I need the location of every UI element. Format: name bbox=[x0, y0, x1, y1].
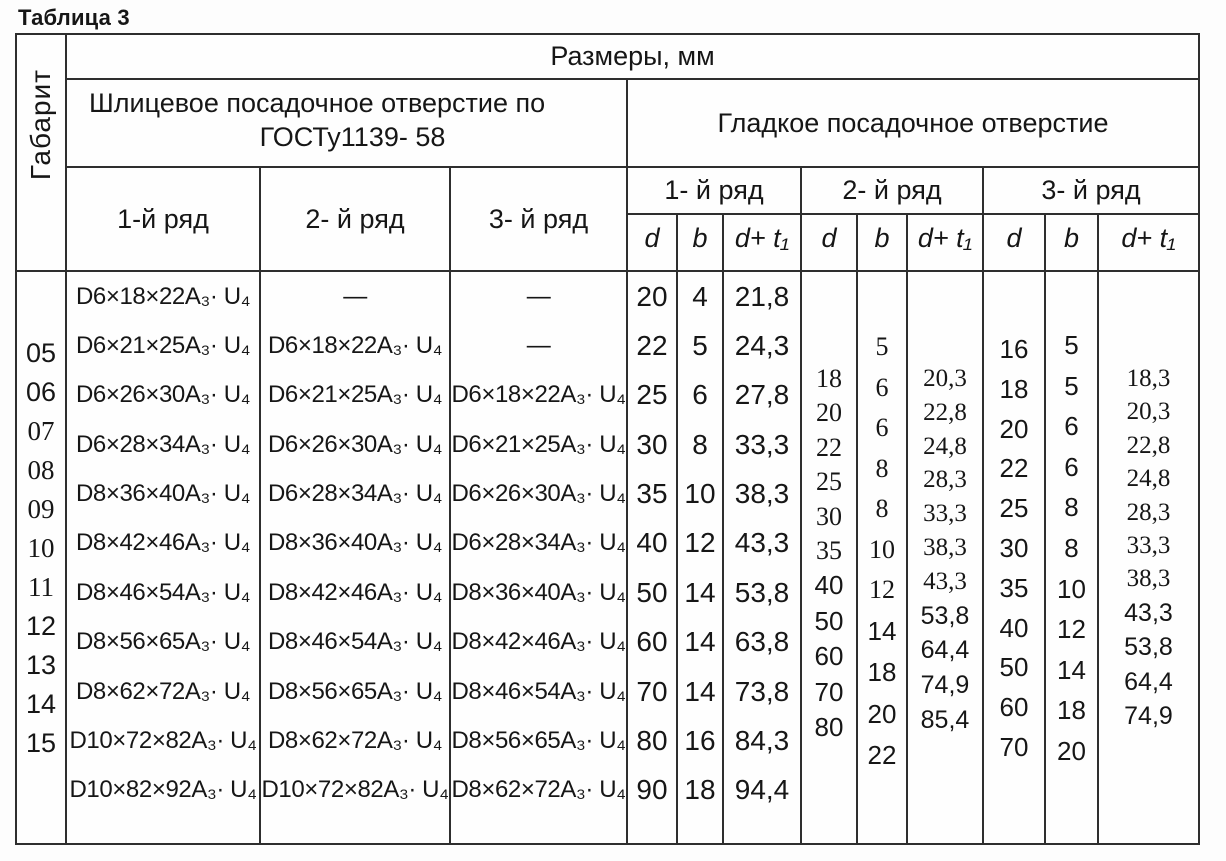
b-value: 5 bbox=[1064, 330, 1079, 360]
b-value: 14 bbox=[684, 675, 716, 707]
d-value: 30 bbox=[636, 428, 668, 460]
smooth1-b-header: b bbox=[678, 215, 724, 272]
b-value: 20 bbox=[867, 698, 897, 729]
spline-section-title-line1: Шлицевое посадочное отверстие по bbox=[89, 88, 546, 118]
b-value: 10 bbox=[1057, 573, 1086, 604]
b-value: 12 bbox=[869, 575, 895, 604]
dt-value: 38,3 bbox=[1126, 565, 1171, 593]
gabarit-column-header bbox=[17, 35, 67, 215]
dt-value: 94,4 bbox=[734, 774, 790, 806]
d-value: 22 bbox=[636, 330, 668, 362]
gabarit-value: 12 bbox=[25, 611, 57, 641]
smooth2-dt-column bbox=[908, 272, 984, 843]
spline-row1-column bbox=[67, 272, 261, 843]
dt-value: 63,8 bbox=[734, 626, 790, 658]
spline-designation: D6×18×22A₃· U₄ bbox=[75, 282, 251, 310]
smooth2-d-header: d bbox=[802, 215, 858, 272]
smooth2-b-header: b bbox=[858, 215, 908, 272]
dt-value: 38,3 bbox=[734, 478, 790, 510]
dt-value: 24,8 bbox=[923, 432, 967, 460]
dt-value: 33,3 bbox=[734, 428, 790, 460]
spline-designation: D6×28×34A₃· U₄ bbox=[451, 529, 626, 557]
smooth3-b-column bbox=[1046, 272, 1099, 843]
b-value: 8 bbox=[875, 453, 889, 483]
dt-value: 21,8 bbox=[734, 280, 790, 312]
d-value: 60 bbox=[636, 626, 668, 658]
dt-value: 64,4 bbox=[1124, 667, 1173, 696]
d-value: 60 bbox=[999, 692, 1029, 723]
gabarit-value: 10 bbox=[27, 533, 55, 563]
d-value: 35 bbox=[999, 572, 1029, 603]
spline-designation: D8×36×40A₃· U₄ bbox=[267, 529, 443, 557]
dt-value: 43,3 bbox=[1124, 598, 1173, 627]
b-value: 6 bbox=[875, 372, 889, 402]
dt-value: 22,8 bbox=[1126, 431, 1171, 459]
d-value: 20 bbox=[816, 398, 842, 428]
dt-value: 38,3 bbox=[923, 533, 967, 561]
dt-value: 85,4 bbox=[920, 705, 970, 734]
smooth-section-header: Гладкое посадочное отверстие bbox=[628, 80, 1198, 168]
b-value: 6 bbox=[1064, 451, 1079, 482]
gabarit-value: 11 bbox=[28, 572, 54, 602]
dt-value: 53,8 bbox=[1124, 633, 1173, 662]
smooth1-dt-column bbox=[724, 272, 802, 843]
d-value: 50 bbox=[636, 576, 668, 608]
dt-value: 33,3 bbox=[923, 500, 967, 528]
spline-designation: D8×62×72A₃· U₄ bbox=[451, 776, 626, 804]
b-value: 5 bbox=[692, 330, 708, 362]
dt-value: 43,3 bbox=[923, 567, 967, 595]
spline-designation: — bbox=[343, 282, 367, 310]
b-value: 14 bbox=[684, 626, 716, 658]
spline-designation: D6×21×25A₃· U₄ bbox=[75, 332, 251, 360]
d-value: 80 bbox=[636, 724, 668, 756]
spline-designation: D6×26×30A₃· U₄ bbox=[267, 430, 443, 458]
b-value: 4 bbox=[692, 280, 708, 312]
dt-value: 74,9 bbox=[920, 671, 970, 700]
gabarit-value: 05 bbox=[25, 338, 57, 368]
d-value: 40 bbox=[999, 612, 1029, 643]
spline-designation: D8×46×54A₃· U₄ bbox=[451, 677, 626, 705]
spline-designation: — bbox=[526, 332, 551, 360]
d-value: 25 bbox=[816, 467, 842, 497]
d-value: 22 bbox=[999, 453, 1029, 484]
smooth3-d-column bbox=[984, 272, 1046, 843]
d-value: 30 bbox=[816, 501, 842, 531]
dt-value: 53,8 bbox=[734, 576, 790, 608]
b-value: 5 bbox=[1064, 370, 1079, 401]
smooth-row2-header: 2- й ряд bbox=[802, 168, 984, 215]
smooth2-dt-header: d+ t₁ bbox=[908, 215, 984, 272]
dt-value: 20,3 bbox=[1126, 398, 1171, 426]
d-value: 70 bbox=[814, 676, 844, 707]
d-value: 70 bbox=[636, 675, 668, 707]
gabarit-value: 15 bbox=[25, 728, 57, 758]
spline-row3-column bbox=[451, 272, 628, 843]
spline-row2-header: 2- й ряд bbox=[261, 168, 451, 272]
d-value: 20 bbox=[999, 413, 1029, 444]
gabarit-value: 13 bbox=[25, 650, 57, 680]
dt-value: 84,3 bbox=[734, 724, 790, 756]
d-value: 40 bbox=[814, 570, 844, 601]
gabarit-value: 06 bbox=[25, 377, 57, 407]
d-value: 35 bbox=[816, 535, 842, 565]
spline-row3-header: 3- й ряд bbox=[451, 168, 628, 272]
b-value: 6 bbox=[692, 379, 708, 411]
smooth2-b-column bbox=[858, 272, 908, 843]
spline-designation: D10×72×82A₃· U₄ bbox=[261, 776, 449, 804]
spline-designation: D6×18×22A₃· U₄ bbox=[267, 332, 443, 360]
spline-designation: D8×46×54A₃· U₄ bbox=[75, 578, 251, 606]
d-value: 16 bbox=[999, 334, 1029, 364]
spline-designation: D8×62×72A₃· U₄ bbox=[75, 677, 251, 705]
spline-designation: D8×56×65A₃· U₄ bbox=[267, 677, 443, 705]
spline-designation: D6×28×34A₃· U₄ bbox=[267, 480, 443, 508]
smooth3-dt-column bbox=[1099, 272, 1198, 843]
dimensions-table bbox=[15, 33, 1200, 845]
b-value: 8 bbox=[1064, 492, 1079, 523]
b-value: 6 bbox=[1064, 411, 1079, 442]
d-value: 60 bbox=[814, 641, 844, 672]
gabarit-value: 14 bbox=[25, 689, 57, 719]
spline-designation: D6×21×25A₃· U₄ bbox=[451, 430, 626, 458]
dt-value: 24,3 bbox=[734, 330, 790, 362]
b-value: 14 bbox=[867, 615, 897, 646]
d-value: 40 bbox=[636, 527, 668, 559]
spline-designation: D10×82×92A₃· U₄ bbox=[69, 776, 257, 804]
dt-value: 74,9 bbox=[1124, 701, 1173, 730]
b-value: 20 bbox=[1057, 735, 1086, 766]
dt-value: 64,4 bbox=[920, 636, 970, 665]
b-value: 18 bbox=[1057, 695, 1086, 726]
gabarit-value: 07 bbox=[27, 416, 55, 446]
b-value: 22 bbox=[867, 740, 897, 770]
dt-value: 28,3 bbox=[1126, 498, 1171, 526]
d-value: 18 bbox=[816, 364, 842, 393]
spline-designation: D8×46×54A₃· U₄ bbox=[267, 628, 443, 656]
dt-value: 18,3 bbox=[1126, 365, 1171, 392]
spline-row1-header: 1-й ряд bbox=[67, 168, 261, 272]
smooth1-dt-header: d+ t₁ bbox=[724, 215, 802, 272]
b-value: 6 bbox=[875, 413, 889, 442]
smooth-row1-header: 1- й ряд bbox=[628, 168, 802, 215]
gabarit-value: 08 bbox=[27, 455, 55, 485]
b-value: 14 bbox=[1057, 654, 1086, 685]
dt-value: 20,3 bbox=[923, 365, 967, 392]
d-value: 25 bbox=[636, 379, 668, 411]
spline-designation: D8×56×65A₃· U₄ bbox=[451, 726, 626, 754]
gabarit-value: 09 bbox=[27, 494, 55, 524]
spline-designation: D8×42×46A₃· U₄ bbox=[75, 529, 251, 557]
spline-designation: D6×26×30A₃· U₄ bbox=[75, 381, 251, 409]
spline-section-title-line2: ГОСТу1139- 58 bbox=[259, 122, 446, 152]
b-value: 12 bbox=[1057, 614, 1086, 645]
smooth-row3-header: 3- й ряд bbox=[984, 168, 1198, 215]
d-value: 25 bbox=[999, 493, 1029, 524]
spline-section-header bbox=[67, 80, 628, 168]
spline-designation: D8×36×40A₃· U₄ bbox=[75, 480, 251, 508]
b-value: 8 bbox=[875, 494, 889, 523]
d-value: 70 bbox=[999, 731, 1029, 762]
sizes-header: Размеры, мм bbox=[67, 35, 1198, 80]
b-value: 18 bbox=[867, 657, 897, 687]
d-value: 90 bbox=[636, 774, 668, 806]
b-value: 18 bbox=[684, 774, 716, 806]
d-value: 30 bbox=[999, 532, 1029, 563]
dt-value: 43,3 bbox=[734, 527, 790, 559]
smooth3-b-header: b bbox=[1046, 215, 1099, 272]
d-value: 80 bbox=[814, 711, 844, 742]
dt-value: 28,3 bbox=[923, 466, 967, 494]
b-value: 8 bbox=[692, 428, 708, 460]
b-value: 8 bbox=[1064, 532, 1079, 563]
smooth3-d-header: d bbox=[984, 215, 1046, 272]
spline-designation: D8×36×40A₃· U₄ bbox=[451, 578, 626, 606]
d-value: 22 bbox=[816, 432, 842, 462]
spline-row2-column bbox=[261, 272, 451, 843]
spline-designation: — bbox=[526, 282, 551, 310]
b-value: 12 bbox=[684, 527, 716, 559]
dt-value: 73,8 bbox=[734, 675, 790, 707]
d-value: 18 bbox=[999, 373, 1029, 404]
gabarit-values-column bbox=[17, 272, 67, 843]
spline-designation: D6×26×30A₃· U₄ bbox=[451, 480, 626, 508]
table-caption: Таблица 3 bbox=[18, 5, 130, 30]
gabarit-header-spacer bbox=[17, 215, 67, 272]
smooth1-b-column bbox=[678, 272, 724, 843]
spline-designation: D6×18×22A₃· U₄ bbox=[451, 381, 626, 409]
smooth1-d-header: d bbox=[628, 215, 678, 272]
dt-value: 22,8 bbox=[923, 398, 967, 426]
spline-designation: D8×42×46A₃· U₄ bbox=[267, 578, 443, 606]
spline-designation: D8×42×46A₃· U₄ bbox=[451, 628, 626, 656]
b-value: 14 bbox=[684, 576, 716, 608]
dt-value: 24,8 bbox=[1126, 465, 1171, 493]
dt-value: 53,8 bbox=[920, 601, 970, 630]
d-value: 50 bbox=[814, 605, 844, 636]
smooth2-d-column bbox=[802, 272, 858, 843]
spline-designation: D6×21×25A₃· U₄ bbox=[267, 381, 443, 409]
spline-designation: D8×62×72A₃· U₄ bbox=[267, 726, 443, 754]
d-value: 50 bbox=[999, 652, 1029, 683]
b-value: 10 bbox=[869, 534, 895, 564]
spline-designation: D8×56×65A₃· U₄ bbox=[75, 628, 251, 656]
spline-designation: D10×72×82A₃· U₄ bbox=[69, 726, 257, 754]
d-value: 35 bbox=[636, 478, 668, 510]
smooth1-d-column bbox=[628, 272, 678, 843]
spline-designation: D6×28×34A₃· U₄ bbox=[75, 430, 251, 458]
b-value: 10 bbox=[684, 478, 716, 510]
b-value: 16 bbox=[684, 724, 716, 756]
b-value: 5 bbox=[875, 332, 889, 361]
d-value: 20 bbox=[636, 280, 668, 312]
smooth3-dt-header: d+ t₁ bbox=[1099, 215, 1198, 272]
gabarit-label: Габарит bbox=[25, 69, 56, 181]
dt-value: 27,8 bbox=[734, 379, 790, 411]
dt-value: 33,3 bbox=[1126, 531, 1171, 559]
